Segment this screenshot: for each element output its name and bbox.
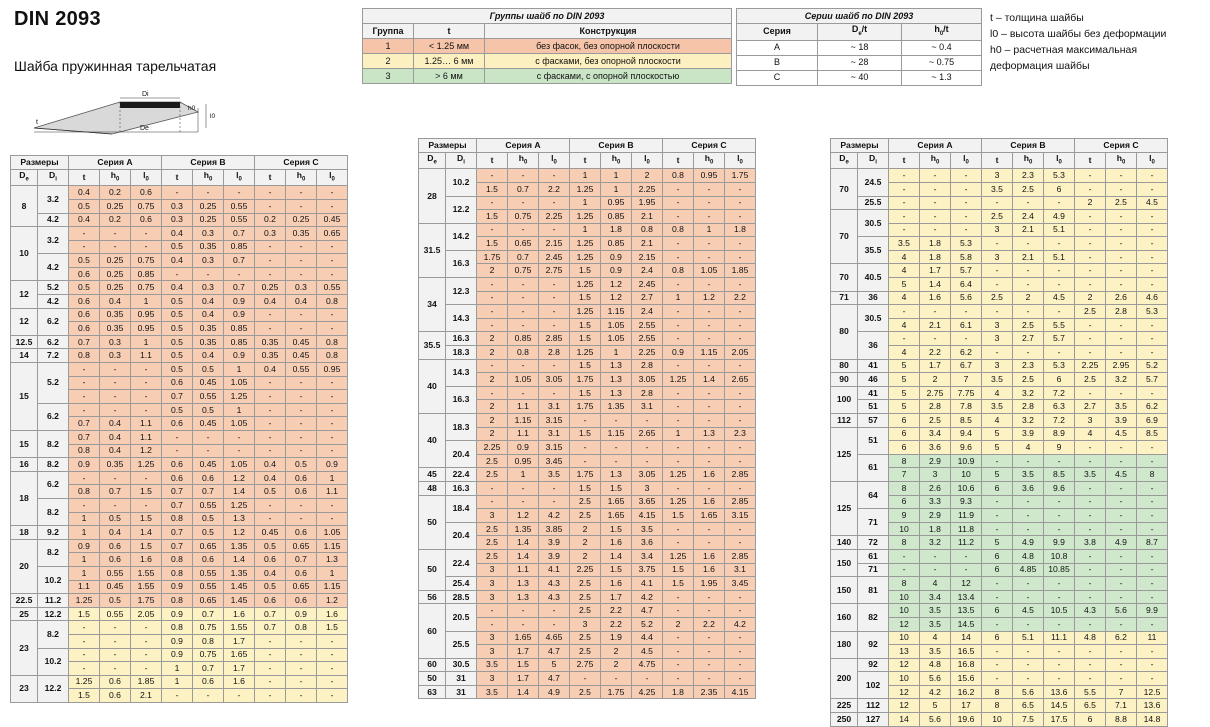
groups-col-group: Группа <box>363 24 414 39</box>
table-row: 7 3 10 5 3.5 8.5 3.5 4.5 8 <box>831 468 1168 482</box>
table-row: 4 1.8 5.8 3 2.1 5.1 - - - <box>831 250 1168 264</box>
table-row: - - - 3 2.1 5.1 - - - <box>831 223 1168 237</box>
table-row: 4.2 0.6 0.4 1 0.5 0.4 0.9 0.4 0.4 0.8 <box>11 295 348 309</box>
table-row: 10 1.8 11.8 - - - - - - <box>831 522 1168 536</box>
table-row: - - - 1 0.7 1.7 - - - <box>11 662 348 676</box>
groups-col-construction: Конструкция <box>485 24 732 39</box>
dimensions-table-3 <box>830 138 1168 727</box>
dimensions-table-1 <box>10 155 348 703</box>
table-row: 71 - - - 6 4.85 10.85 - - - <box>831 563 1168 577</box>
table-row: 125 51 6 3.4 9.4 5 3.9 8.9 4 4.5 8.5 <box>831 427 1168 441</box>
dimensions-table: Размеры Серия A Серия B Серия C $D_e$ $D_i$ t $h_0$ $l_0$ t $h_0$ $l_0$ t $h_0$ $l_0$ 28 10.2 - - - 1 1 2 0.8 0.95 1.75 1.5 0.7 2.2 1.25 1 2.25 - - - 12.2 - - - 1 0.95 1.95 - - - 1.5 0.75 2.25 1.25 0.85 2.1 - - - 31.5 14.2 - - - 1 1.8 0.8 0.8 1 1.8 1.5 0.65 2.15 1.25 0.85 2.1 - - - 16.3 1.75 0.7 2.45 1.25 0.9 2.15 - - - 2 0.75 2.75 1.5 0.9 2.4 0.8 1.05 1.85 34 12.3 - - - 1.25 1.2 2.45 - - - - - - 1.5 1.2 2.7 1 1.2 2.2 14.3 - - - 1.25 1.15 2.4 - - - - - - 1.5 1.05 2.55 - - - 35.5 16.3 2 0.85 2.85 1.5 1.05 2.55 - - - 18.3 2 0.8 2.8 1.25 1 2.25 0.9 1.15 2.05 40 14.3 - - - 1.5 1.3 2.8 - - - 2 1.05 3.05 1.75 1.3 3.05 1.25 1.4 2.65 16.3 - - - 1.5 1.3 2.8 - - - 2 1.1 3.1 1.75 1.35 3.1 - - - 40 18.3 2 1.15 3.15 - - - - - - 2 1.1 3.1 1.5 1.15 2.65 1 1.3 2.3 20.4 2.25 0.9 3.15 - - - - - - 2.5 0.95 3.45 - - - - - - 45 22.4 2.5 1 3.5 1.75 1.3 3.05 1.25 1.6 2.85 48 16.3 - - - 1.5 1.5 3 - - - 50 18.4 - - - 2.5 1.65 3.65 1.25 1.6 2.85 3 1.2 4.2 2.5 1.65 4.15 1.5 1.65 3.15 20.4 2.5 1.35 3.85 2 1.5 3.5 - - - 2.5 1.4 3.9 2 1.6 3.6 - - - 50 22.4 2.5 1.4 3.9 2 1.4 3.4 1.25 1.6 2.85 3 1.1 4.1 2.25 1.5 3.75 1.5 1.6 3.1 25.4 3 1.3 4.3 2.5 1.6 4.1 1.5 1.95 3.45 56 28.5 3 1.3 4.3 2.5 1.7 4.2 - - - 60 20.5 - - - 2.5 2.2 4.7 - - - - - - 3 2.2 5.2 2 2.2 4.2 25.5 3 1.65 4.65 2.5 1.9 4.4 - - - 3 1.7 4.7 2.5 2 4.5 - - - 60 30.5 3.5 1.5 5 2.75 2 4.75 - - - 50 31 3 1.7 4.7 - - - - - - 63 31 3.5 1.4 4.9 2.5 1.75 4.25 1.8 2.35 4.15 <box>418 138 756 699</box>
table-row: 50 18.4 - - - 2.5 1.65 3.65 1.25 1.6 2.85 <box>419 495 756 509</box>
table-row: 225 112 12 5 17 8 6.5 14.5 6.5 7.1 13.6 <box>831 699 1168 713</box>
table-row: 31.5 14.2 - - - 1 1.8 0.8 0.8 1 1.8 <box>419 223 756 237</box>
table-row: 35.5 3.5 1.8 5.3 - - - - - - <box>831 237 1168 251</box>
dimensions-table: Размеры Серия A Серия B Серия C $D_e$ $D_i$ t $h_0$ $l_0$ t $h_0$ $l_0$ t $h_0$ $l_0$ 8 3.2 0.4 0.2 0.6 - - - - - - 0.5 0.25 0.75 0.3 0.25 0.55 - - - 4.2 0.4 0.2 0.6 0.3 0.25 0.55 0.2 0.25 0.45 10 3.2 - - - 0.4 0.3 0.7 0.3 0.35 0.65 - - - 0.5 0.35 0.85 - - - 4.2 0.5 0.25 0.75 0.4 0.3 0.7 - - - 0.6 0.25 0.85 - - - - - - 12 5.2 0.5 0.25 0.75 0.4 0.3 0.7 0.25 0.3 0.55 4.2 0.6 0.4 1 0.5 0.4 0.9 0.4 0.4 0.8 12 6.2 0.6 0.35 0.95 0.5 0.4 0.9 - - - 0.6 0.35 0.95 0.5 0.35 0.85 - - - 12.5 6.2 0.7 0.3 1 0.5 0.35 0.85 0.35 0.45 0.8 14 7.2 0.8 0.3 1.1 0.5 0.4 0.9 0.35 0.45 0.8 15 5.2 - - - 0.5 0.5 1 0.4 0.55 0.95 - - - 0.6 0.45 1.05 - - - - - - 0.7 0.55 1.25 - - - 6.2 - - - 0.5 0.5 1 - - - 0.7 0.4 1.1 0.6 0.45 1.05 - - - 15 8.2 0.7 0.4 1.1 - - - - - - 0.8 0.4 1.2 - - - - - - 16 8.2 0.9 0.35 1.25 0.6 0.45 1.05 0.4 0.5 0.9 18 6.2 - - - 0.6 0.6 1.2 0.4 0.6 1 0.8 0.7 1.5 0.7 0.7 1.4 0.5 0.6 1.1 8.2 - - - 0.7 0.55 1.25 - - - 1 0.5 1.5 0.8 0.5 1.3 - - - 18 9.2 1 0.4 1.4 0.7 0.5 1.2 0.45 0.6 1.05 20 8.2 0.9 0.6 1.5 0.7 0.65 1.35 0.5 0.65 1.15 1 0.6 1.6 0.8 0.6 1.4 0.6 0.7 1.3 10.2 1 0.55 1.55 0.8 0.55 1.35 0.4 0.6 1 1.1 0.45 1.55 0.9 0.55 1.45 0.5 0.65 1.15 22.5 11.2 1.25 0.5 1.75 0.8 0.65 1.45 0.6 0.6 1.2 25 12.2 1.5 0.55 2.05 0.9 0.7 1.6 0.7 0.9 1.6 23 8.2 - - - 0.8 0.75 1.55 0.7 0.8 1.5 - - - 0.9 0.8 1.7 - - - 10.2 - - - 0.9 0.75 1.65 - - - - - - 1 0.7 1.7 - - - 23 12.2 1.25 0.6 1.85 1 0.6 1.6 - - - 1.5 0.6 2.1 - - - - - - <box>10 155 348 703</box>
table-row: - - - 0.7 0.55 1.25 - - - <box>11 390 348 404</box>
table-row: 14 7.2 0.8 0.3 1.1 0.5 0.4 0.9 0.35 0.45 0.8 <box>11 349 348 363</box>
table-row: 0.8 0.7 1.5 0.7 0.7 1.4 0.5 0.6 1.1 <box>11 485 348 499</box>
table-row: 160 82 10 3.5 13.5 6 4.5 10.5 4.3 5.6 9.9 <box>831 604 1168 618</box>
table-row: 6 3.6 9.6 5 4 9 - - - <box>831 441 1168 455</box>
table-row: 10.2 - - - 0.9 0.75 1.65 - - - <box>11 648 348 662</box>
legend-line-3: h0 – расчетная максимальная <box>990 44 1138 56</box>
table-row: 20.4 2.5 1.35 3.85 2 1.5 3.5 - - - <box>419 522 756 536</box>
table-row: 4.2 0.4 0.2 0.6 0.3 0.25 0.55 0.2 0.25 0.45 <box>11 213 348 227</box>
legend <box>990 10 1205 74</box>
table-row: 80 41 5 1.7 6.7 3 2.3 5.3 2.25 2.95 5.2 <box>831 359 1168 373</box>
series-col-series: Серия <box>737 24 818 41</box>
table-row: 61 8 2.9 10.9 - - - - - - <box>831 454 1168 468</box>
table-row: 36 - - - 3 2.7 5.7 - - - <box>831 332 1168 346</box>
table-row: 4.2 0.5 0.25 0.75 0.4 0.3 0.7 - - - <box>11 254 348 268</box>
table-row: 6 3.3 9.3 - - - - - - <box>831 495 1168 509</box>
table-row: 80 30.5 - - - - - - 2.5 2.8 5.3 <box>831 305 1168 319</box>
table-row: 3 1.1 4.1 2.25 1.5 3.75 1.5 1.6 3.1 <box>419 563 756 577</box>
table-row: 12.5 6.2 0.7 0.3 1 0.5 0.35 0.85 0.35 0.45 0.8 <box>11 335 348 349</box>
table-row: 0.5 0.25 0.75 0.3 0.25 0.55 - - - <box>11 199 348 213</box>
series-table <box>736 8 982 86</box>
table-row: 12 5.2 0.5 0.25 0.75 0.4 0.3 0.7 0.25 0.3 0.55 <box>11 281 348 295</box>
table-row: 90 46 5 2 7 3.5 2.5 6 2.5 3.2 5.7 <box>831 373 1168 387</box>
table-row: 0.8 0.4 1.2 - - - - - - <box>11 444 348 458</box>
table-row: 15 5.2 - - - 0.5 0.5 1 0.4 0.55 0.95 <box>11 363 348 377</box>
table-row: 4 2.1 6.1 3 2.5 5.5 - - - <box>831 318 1168 332</box>
table-row: 150 61 - - - 6 4.8 10.8 - - - <box>831 549 1168 563</box>
table-row: 16.3 - - - 1.5 1.3 2.8 - - - <box>419 386 756 400</box>
table-row: - - - 3 2.2 5.2 2 2.2 4.2 <box>419 617 756 631</box>
table-row: 14.3 - - - 1.25 1.15 2.4 - - - <box>419 305 756 319</box>
table-row: 12 3.5 14.5 - - - - - - <box>831 617 1168 631</box>
table-row: 48 16.3 - - - 1.5 1.5 3 - - - <box>419 481 756 495</box>
table-row: A ~ 18 ~ 0.4 <box>737 40 982 55</box>
table-row: 50 22.4 2.5 1.4 3.9 2 1.4 3.4 1.25 1.6 2.85 <box>419 549 756 563</box>
standard-title: DIN 2093 <box>14 8 101 30</box>
table-row: 1.5 0.7 2.2 1.25 1 2.25 - - - <box>419 182 756 196</box>
table-row: 12 6.2 0.6 0.35 0.95 0.5 0.4 0.9 - - - <box>11 308 348 322</box>
table-row: 0.7 0.4 1.1 0.6 0.45 1.05 - - - <box>11 417 348 431</box>
table-row: - - - 1.5 1.05 2.55 - - - <box>419 318 756 332</box>
table-row: 112 57 6 2.5 8.5 4 3.2 7.2 3 3.9 6.9 <box>831 414 1168 428</box>
table-row: 70 24.5 - - - 3 2.3 5.3 - - - <box>831 169 1168 183</box>
table-row: 25.5 - - - - - - 2 2.5 4.5 <box>831 196 1168 210</box>
table-row: 2 0.75 2.75 1.5 0.9 2.4 0.8 1.05 1.85 <box>419 264 756 278</box>
table-row: 2 1.1 3.1 1.5 1.15 2.65 1 1.3 2.3 <box>419 427 756 441</box>
col-series-a: Серия A <box>477 139 570 153</box>
table-row: 2 1.05 3.05 1.75 1.3 3.05 1.25 1.4 2.65 <box>419 373 756 387</box>
series-caption: Серии шайб по DIN 2093 <box>737 9 982 24</box>
table-row: 20 8.2 0.9 0.6 1.5 0.7 0.65 1.35 0.5 0.65 1.15 <box>11 539 348 553</box>
table-row: 16 8.2 0.9 0.35 1.25 0.6 0.45 1.05 0.4 0.5 0.9 <box>11 458 348 472</box>
table-row: 1.5 0.75 2.25 1.25 0.85 2.1 - - - <box>419 210 756 224</box>
table-row: 1 0.6 1.6 0.8 0.6 1.4 0.6 0.7 1.3 <box>11 553 348 567</box>
table-row: 1.5 0.65 2.15 1.25 0.85 2.1 - - - <box>419 237 756 251</box>
col-series-c: Серия C <box>1075 139 1168 153</box>
table-row: 56 28.5 3 1.3 4.3 2.5 1.7 4.2 - - - <box>419 590 756 604</box>
table-row: 60 20.5 - - - 2.5 2.2 4.7 - - - <box>419 604 756 618</box>
table-row: 200 92 12 4.8 16.8 - - - - - - <box>831 658 1168 672</box>
svg-text:De: De <box>140 125 149 132</box>
table-row: 40 14.3 - - - 1.5 1.3 2.8 - - - <box>419 359 756 373</box>
table-row: 40 18.3 2 1.15 3.15 - - - - - - <box>419 414 756 428</box>
svg-text:t: t <box>36 119 38 126</box>
table-row: 63 31 3.5 1.4 4.9 2.5 1.75 4.25 1.8 2.35 4.15 <box>419 685 756 699</box>
table-row: 5 1.4 6.4 - - - - - - <box>831 278 1168 292</box>
table-row: B ~ 28 ~ 0.75 <box>737 55 982 70</box>
table-row: 23 8.2 - - - 0.8 0.75 1.55 0.7 0.8 1.5 <box>11 621 348 635</box>
table-row: - - - 0.9 0.8 1.7 - - - <box>11 634 348 648</box>
table-row: 180 92 10 4 14 6 5.1 11.1 4.8 6.2 11 <box>831 631 1168 645</box>
col-sizes: Размеры <box>11 156 69 170</box>
table-row: 60 30.5 3.5 1.5 5 2.75 2 4.75 - - - <box>419 658 756 672</box>
legend-line-1: t – толщина шайбы <box>990 12 1084 24</box>
table-row: 1.5 0.6 2.1 - - - - - - <box>11 689 348 703</box>
table-row: 10 3.2 - - - 0.4 0.3 0.7 0.3 0.35 0.65 <box>11 227 348 241</box>
table-row: 70 40.5 4 1.7 5.7 - - - - - - <box>831 264 1168 278</box>
table-row: 1 < 1.25 мм без фасок, без опорной плоскости <box>363 39 732 54</box>
table-row: 102 10 5.6 15.6 - - - - - - <box>831 672 1168 686</box>
table-row: 6.2 - - - 0.5 0.5 1 - - - <box>11 403 348 417</box>
groups-table <box>362 8 732 84</box>
table-row: 100 41 5 2.75 7.75 4 3.2 7.2 - - - <box>831 386 1168 400</box>
col-sizes: Размеры <box>419 139 477 153</box>
svg-text:h0: h0 <box>188 105 196 112</box>
page-title <box>14 8 101 31</box>
table-row: 71 36 4 1.6 5.6 2.5 2 4.5 2 2.6 4.6 <box>831 291 1168 305</box>
table-row: 71 9 2.9 11.9 - - - - - - <box>831 509 1168 523</box>
groups-caption: Группы шайб по DIN 2093 <box>363 9 732 24</box>
col-series-c: Серия C <box>255 156 348 170</box>
table-row: 1.1 0.45 1.55 0.9 0.55 1.45 0.5 0.65 1.15 <box>11 580 348 594</box>
svg-text:l0: l0 <box>210 113 216 120</box>
table-row: 25.4 3 1.3 4.3 2.5 1.6 4.1 1.5 1.95 3.45 <box>419 577 756 591</box>
col-series-b: Серия B <box>162 156 255 170</box>
table-row: 2.5 0.95 3.45 - - - - - - <box>419 454 756 468</box>
series-col-det: $D_e/t$ <box>818 24 902 41</box>
table-row: 12 4.2 16.2 8 5.6 13.6 5.5 7 12.5 <box>831 685 1168 699</box>
table-row: 0.6 0.35 0.95 0.5 0.35 0.85 - - - <box>11 322 348 336</box>
svg-text:Di: Di <box>142 91 149 98</box>
table-row: 16.3 1.75 0.7 2.45 1.25 0.9 2.15 - - - <box>419 250 756 264</box>
dimensions-table: Размеры Серия A Серия B Серия C $D_e$ $D_i$ t $h_0$ $l_0$ t $h_0$ $l_0$ t $h_0$ $l_0$ 70 24.5 - - - 3 2.3 5.3 - - - - - - 3.5 2.5 6 - - - 25.5 - - - - - - 2 2.5 4.5 70 30.5 - - - 2.5 2.4 4.9 - - - - - - 3 2.1 5.1 - - - 35.5 3.5 1.8 5.3 - - - - - - 4 1.8 5.8 3 2.1 5.1 - - - 70 40.5 4 1.7 5.7 - - - - - - 5 1.4 6.4 - - - - - - 71 36 4 1.6 5.6 2.5 2 4.5 2 2.6 4.6 80 30.5 - - - - - - 2.5 2.8 5.3 4 2.1 6.1 3 2.5 5.5 - - - 36 - - - 3 2.7 5.7 - - - 4 2.2 6.2 - - - - - - 80 41 5 1.7 6.7 3 2.3 5.3 2.25 2.95 5.2 90 46 5 2 7 3.5 2.5 6 2.5 3.2 5.7 100 41 5 2.75 7.75 4 3.2 7.2 - - - 51 5 2.8 7.8 3.5 2.8 6.3 2.7 3.5 6.2 112 57 6 2.5 8.5 4 3.2 7.2 3 3.9 6.9 125 51 6 3.4 9.4 5 3.9 8.9 4 4.5 8.5 6 3.6 9.6 5 4 9 - - - 61 8 2.9 10.9 - - - - - - 7 3 10 5 3.5 8.5 3.5 4.5 8 125 64 8 2.6 10.6 6 3.6 9.6 - - - 6 3.3 9.3 - - - - - - 71 9 2.9 11.9 - - - - - - 10 1.8 11.8 - - - - - - 140 72 8 3.2 11.2 5 4.9 9.9 3.8 4.9 8.7 150 61 - - - 6 4.8 10.8 - - - 71 - - - 6 4.85 10.85 - - - 150 81 8 4 12 - - - - - - 10 3.4 13.4 - - - - - - 160 82 10 3.5 13.5 6 4.5 10.5 4.3 5.6 9.9 12 3.5 14.5 - - - - - - 180 92 10 4 14 6 5.1 11.1 4.8 6.2 11 13 3.5 16.5 - - - - - - 200 92 12 4.8 16.8 - - - - - - 102 10 5.6 15.6 - - - - - - 12 4.2 16.2 8 5.6 13.6 5.5 7 12.5 225 112 12 5 17 8 6.5 14.5 6.5 7.1 13.6 250 127 14 5.6 19.6 10 7.5 17.5 6 8.8 14.8 <box>830 138 1168 727</box>
table-row: 3 > 6 мм с фасками, с опорной плоскостью <box>363 69 732 84</box>
table-row: 2 1.25… 6 мм с фасками, без опорной плоскости <box>363 54 732 69</box>
table-row: 0.6 0.25 0.85 - - - - - - <box>11 267 348 281</box>
table-row: 20.4 2.25 0.9 3.15 - - - - - - <box>419 441 756 455</box>
table-row: 25 12.2 1.5 0.55 2.05 0.9 0.7 1.6 0.7 0.9 1.6 <box>11 607 348 621</box>
table-row: 1 0.5 1.5 0.8 0.5 1.3 - - - <box>11 512 348 526</box>
table-row: 10 3.4 13.4 - - - - - - <box>831 590 1168 604</box>
col-sizes: Размеры <box>831 139 889 153</box>
table-row: 25.5 3 1.65 4.65 2.5 1.9 4.4 - - - <box>419 631 756 645</box>
table-row: 28 10.2 - - - 1 1 2 0.8 0.95 1.75 <box>419 169 756 183</box>
table-row: 12.2 - - - 1 0.95 1.95 - - - <box>419 196 756 210</box>
table-row: 10.2 1 0.55 1.55 0.8 0.55 1.35 0.4 0.6 1 <box>11 566 348 580</box>
page-subtitle: Шайба пружинная тарельчатая <box>14 58 217 74</box>
table-row: 4 2.2 6.2 - - - - - - <box>831 346 1168 360</box>
table-row: 23 12.2 1.25 0.6 1.85 1 0.6 1.6 - - - <box>11 675 348 689</box>
washer-diagram <box>20 88 250 136</box>
table-row: 3 1.7 4.7 2.5 2 4.5 - - - <box>419 645 756 659</box>
table-row: 140 72 8 3.2 11.2 5 4.9 9.9 3.8 4.9 8.7 <box>831 536 1168 550</box>
col-series-b: Серия B <box>982 139 1075 153</box>
col-series-a: Серия A <box>889 139 982 153</box>
col-series-a: Серия A <box>69 156 162 170</box>
table-row: 15 8.2 0.7 0.4 1.1 - - - - - - <box>11 431 348 445</box>
table-row: 35.5 16.3 2 0.85 2.85 1.5 1.05 2.55 - - - <box>419 332 756 346</box>
groups-col-t: t <box>414 24 485 39</box>
table-row: C ~ 40 ~ 1.3 <box>737 70 982 85</box>
col-series-b: Серия B <box>570 139 663 153</box>
table-row: - - - 0.6 0.45 1.05 - - - <box>11 376 348 390</box>
table-row: 2.5 1.4 3.9 2 1.6 3.6 - - - <box>419 536 756 550</box>
series-col-h0t: $h_0/t$ <box>902 24 982 41</box>
table-row: 8.2 - - - 0.7 0.55 1.25 - - - <box>11 498 348 512</box>
table-row: 3 1.2 4.2 2.5 1.65 4.15 1.5 1.65 3.15 <box>419 509 756 523</box>
table-row: 22.5 11.2 1.25 0.5 1.75 0.8 0.65 1.45 0.6 0.6 1.2 <box>11 594 348 608</box>
table-row: - - - 1.5 1.2 2.7 1 1.2 2.2 <box>419 291 756 305</box>
table-row: 18 6.2 - - - 0.6 0.6 1.2 0.4 0.6 1 <box>11 471 348 485</box>
table-row: 150 81 8 4 12 - - - - - - <box>831 577 1168 591</box>
table-row: - - - 0.5 0.35 0.85 - - - <box>11 240 348 254</box>
table-row: 8 3.2 0.4 0.2 0.6 - - - - - - <box>11 186 348 200</box>
table-row: 125 64 8 2.6 10.6 6 3.6 9.6 - - - <box>831 481 1168 495</box>
table-row: 50 31 3 1.7 4.7 - - - - - - <box>419 672 756 686</box>
table-row: 18.3 2 0.8 2.8 1.25 1 2.25 0.9 1.15 2.05 <box>419 346 756 360</box>
table-row: 13 3.5 16.5 - - - - - - <box>831 645 1168 659</box>
table-row: 250 127 14 5.6 19.6 10 7.5 17.5 6 8.8 14.8 <box>831 713 1168 727</box>
table-row: 70 30.5 - - - 2.5 2.4 4.9 - - - <box>831 210 1168 224</box>
table-row: 2 1.1 3.1 1.75 1.35 3.1 - - - <box>419 400 756 414</box>
legend-line-4: деформация шайбы <box>990 60 1090 72</box>
table-row: 51 5 2.8 7.8 3.5 2.8 6.3 2.7 3.5 6.2 <box>831 400 1168 414</box>
table-row: 45 22.4 2.5 1 3.5 1.75 1.3 3.05 1.25 1.6 2.85 <box>419 468 756 482</box>
table-row: - - - 3.5 2.5 6 - - - <box>831 182 1168 196</box>
table-row: 18 9.2 1 0.4 1.4 0.7 0.5 1.2 0.45 0.6 1.05 <box>11 526 348 540</box>
table-row: 34 12.3 - - - 1.25 1.2 2.45 - - - <box>419 278 756 292</box>
dimensions-table-2 <box>418 138 756 699</box>
legend-line-2: l0 – высота шайбы без деформации <box>990 28 1167 40</box>
col-series-c: Серия C <box>663 139 756 153</box>
